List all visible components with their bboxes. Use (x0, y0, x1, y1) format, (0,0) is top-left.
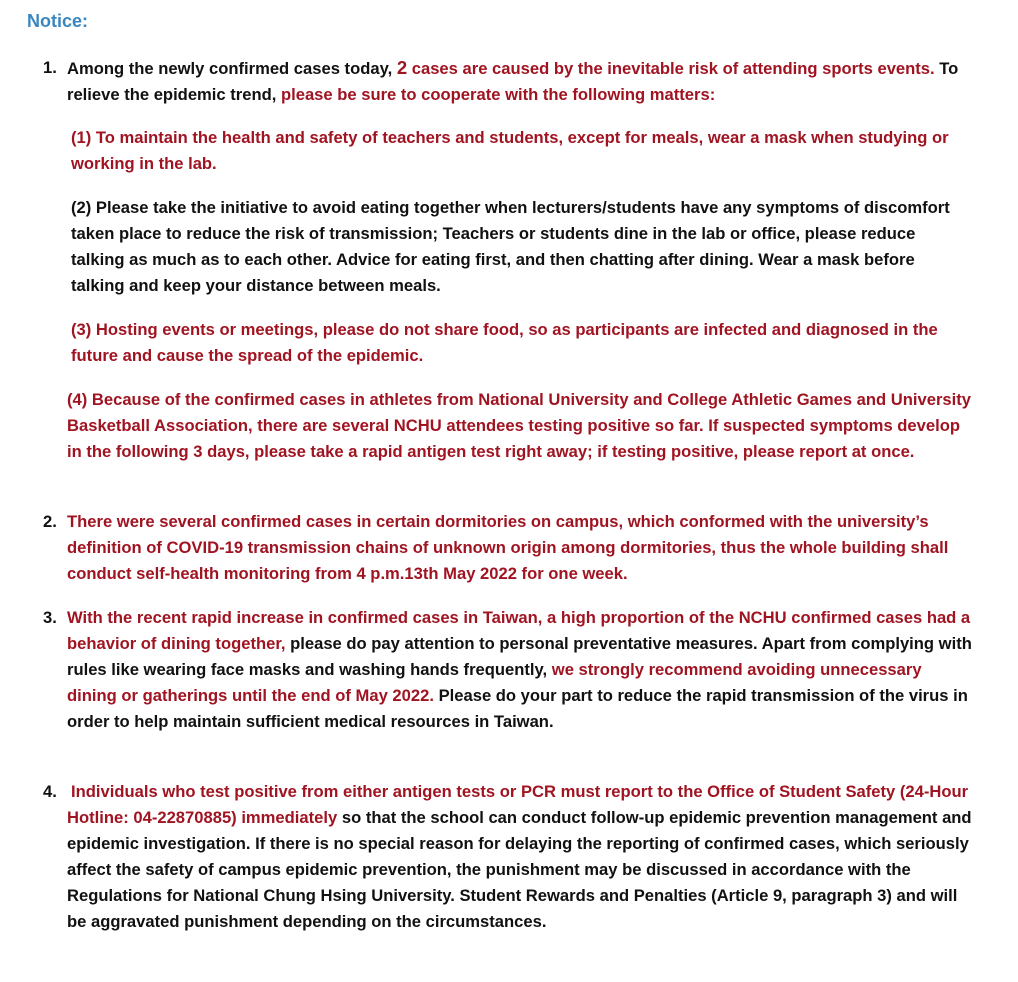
notice-item-4 (43, 779, 972, 935)
item-4-text: Individuals who test positive from either antigen tests or PCR must report to the Office of Student Safety (24-Hour Hotline: 04-22870885) immediately so that the school can conduct follow-up epidemic prevention management and epidemic investigation. If there is no special reason for delaying the reporting of confirmed cases, which seriously affect the safety of campus epidemic prevention, the punishment may be discussed in accordance with the Regulations for National Chung Hsing University. Student Rewards and Penalties (Article 9, paragraph 3) and will be aggravated punishment depending on the circumstances. (67, 782, 972, 931)
item-2-text: There were several confirmed cases in certain dormitories on campus, which conformed with the university’s definition of COVID-19 transmission chains of unknown origin among dormitories, thus the whole building shall conduct self-health monitoring from 4 p.m.13th May 2022 for one week. (67, 512, 949, 583)
item-3-text: With the recent rapid increase in confirmed cases in Taiwan, a high proportion of the NCHU confirmed cases had a behavior of dining together, please do pay attention to personal preventative measures. Apart from complying with rules like wearing face masks and washing hands frequently, we strongly recommend avoiding unnecessary dining or gatherings until the end of May 2022. Please do your part to reduce the rapid transmission of the virus in order to help maintain sufficient medical resources in Taiwan. (67, 608, 972, 731)
case-count: 2 (396, 57, 408, 78)
sub-item-1: (1) To maintain the health and safety of teachers and students, except for meals, wear a mask when studying or working in the lab. (71, 128, 949, 173)
sub-item-2: (2) Please take the initiative to avoid eating together when lecturers/students have any symptoms of discomfort taken place to reduce the risk of transmission; Teachers or students dine in the lab or office, please reduce talking as much as to each other. Advice for eating first, and then chatting after dining. Wear a mask before talking and keep your distance between meals. (71, 198, 950, 295)
notice-item-2 (43, 509, 972, 587)
item-number: 4. (43, 782, 57, 801)
sub-item-3: (3) Hosting events or meetings, please do not share food, so as participants are infected and diagnosed in the future and cause the spread of the epidemic. (71, 320, 938, 365)
item-number: 3. (43, 608, 57, 627)
item-number: 2. (43, 512, 57, 531)
notice-item-1 (43, 55, 972, 108)
notice-title: Notice: (27, 11, 89, 31)
item-number: 1. (43, 58, 57, 77)
sub-item-4: (4) Because of the confirmed cases in athletes from National University and College Athletic Games and University Basketball Association, there are several NCHU attendees testing positive so far. If suspected symptoms develop in the following 3 days, please take a rapid antigen test right away; if testing positive, please report at once. (67, 390, 972, 461)
item-1-intro: Among the newly confirmed cases today, 2 cases are caused by the inevitable risk of attending sports events. To relieve the epidemic trend, please be sure to cooperate with the following matters: (67, 57, 959, 104)
notice-item-3 (43, 605, 972, 735)
